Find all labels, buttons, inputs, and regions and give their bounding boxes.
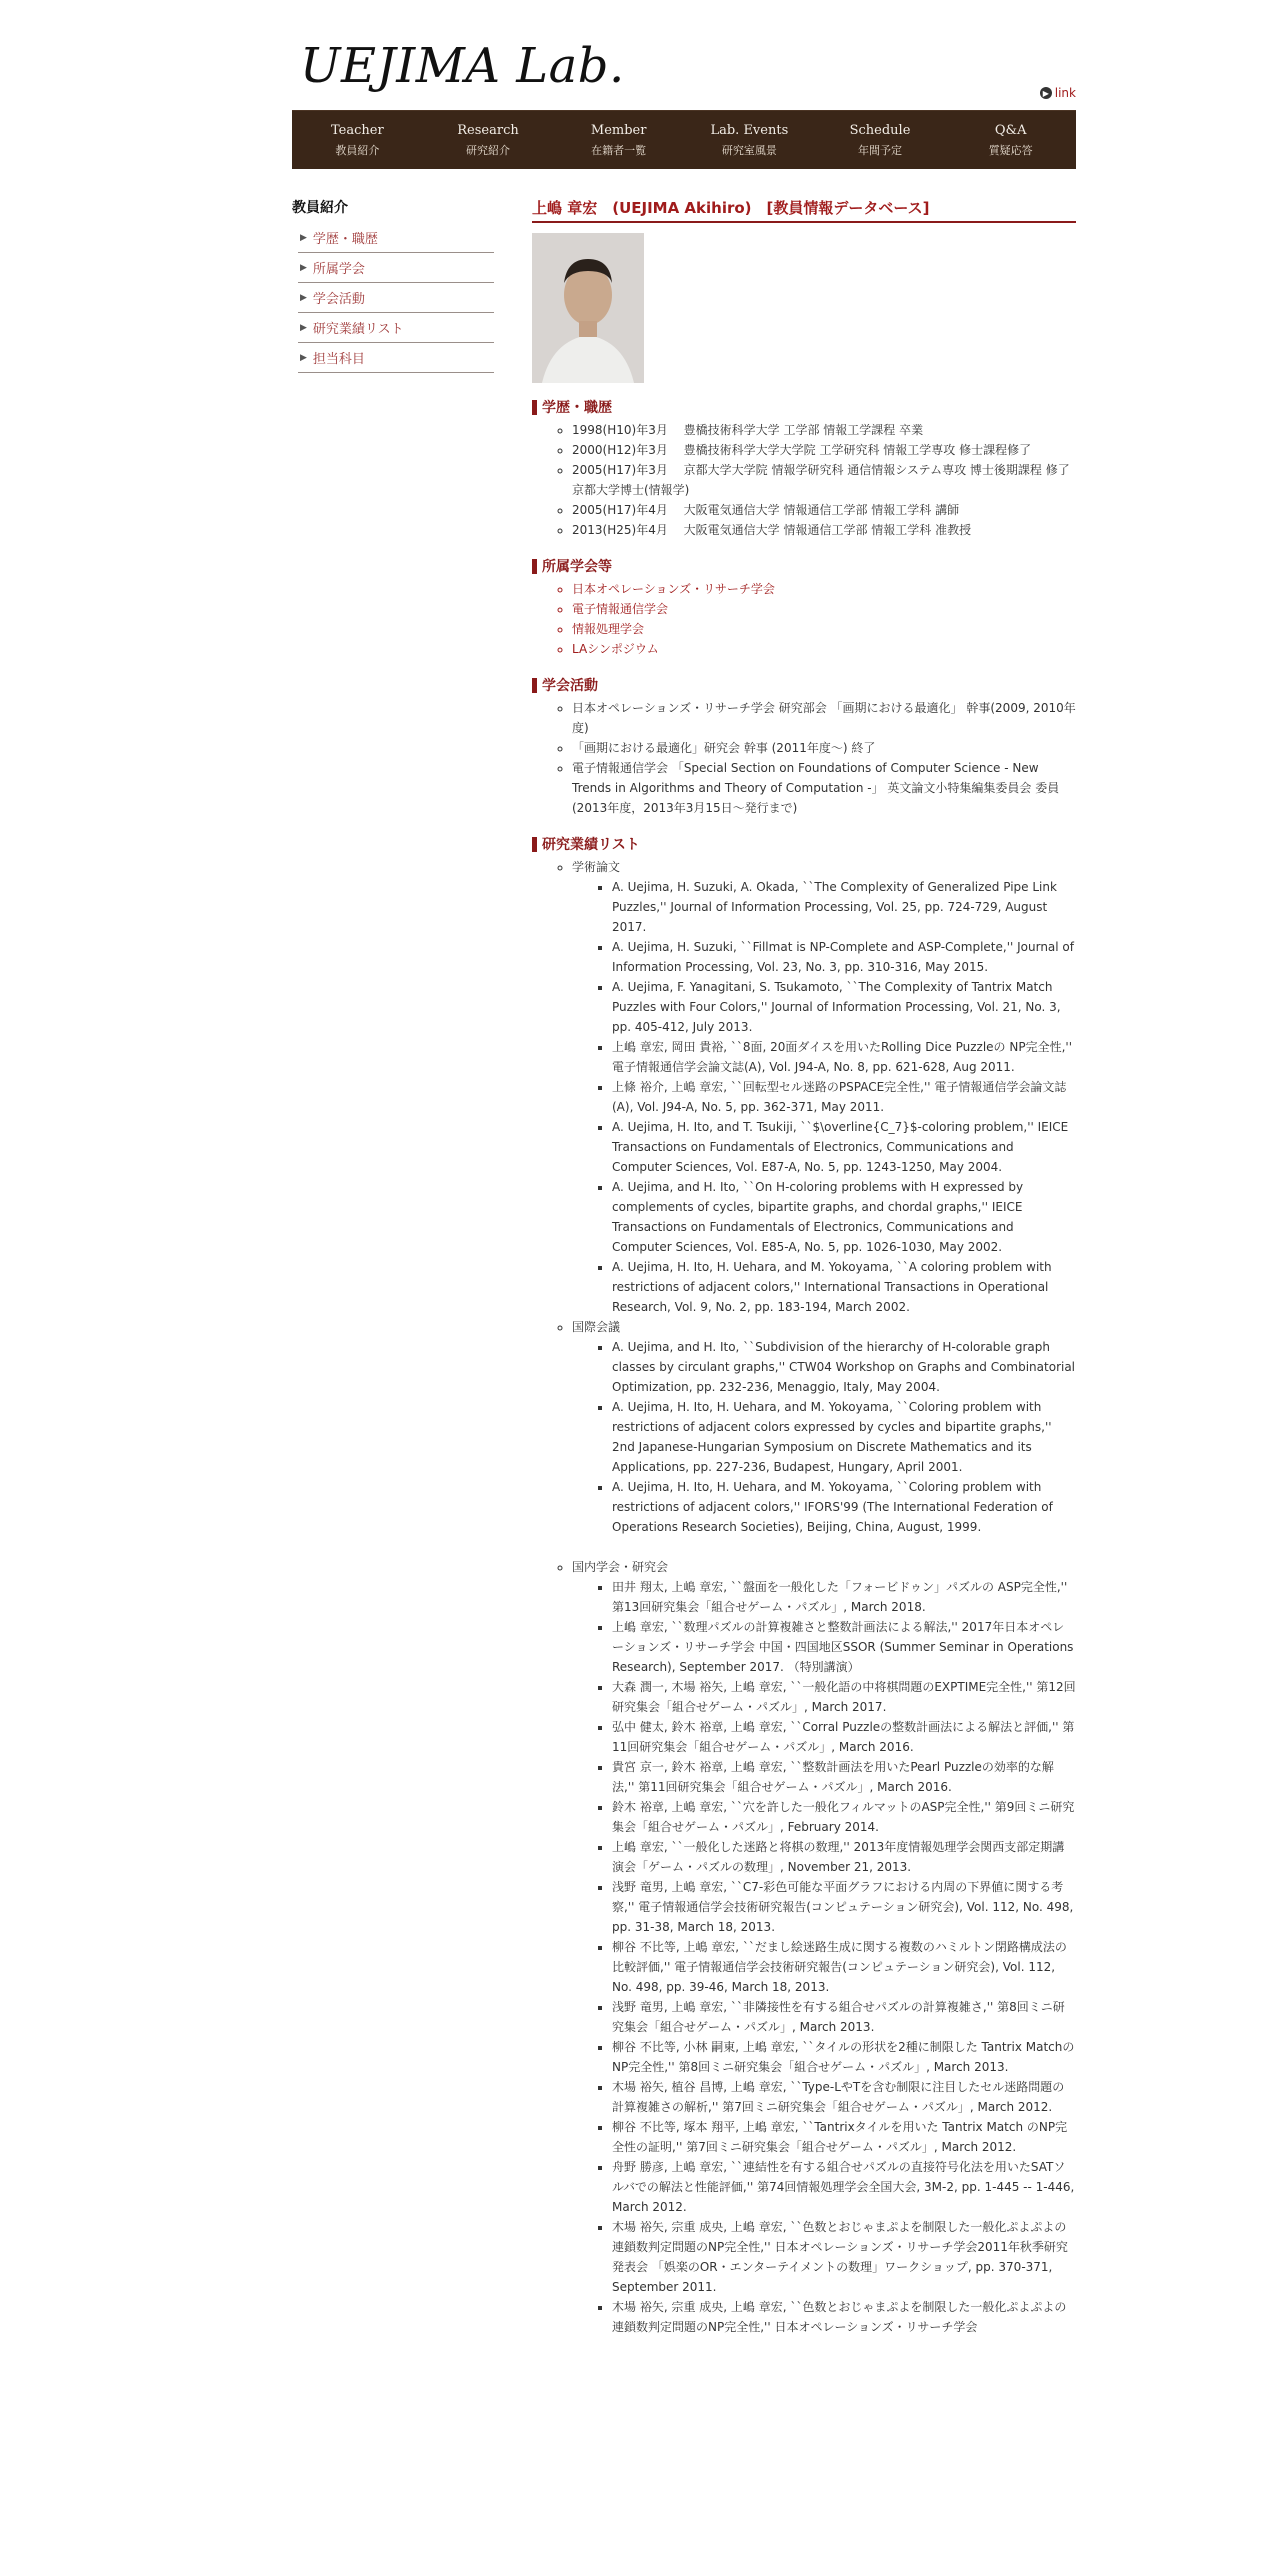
heading-bar-icon bbox=[532, 678, 537, 693]
list-item: ▪ A. Uejima, F. Yanagitani, S. Tsukamoto, ``The Complexity of Tantrix Match Puzzles with Four Colors,'' Journal of Information Processing, Vol. 21, No. 3, pp. 405-412, July 2013. bbox=[612, 977, 1076, 1037]
nav-schedule[interactable] bbox=[815, 111, 946, 169]
list-item: ◦ 日本オペレーションズ・リサーチ学会 研究部会 「画期における最適化」 幹事(2009, 2010年度) bbox=[572, 698, 1076, 738]
list-item: ◦ 「画期における最適化」研究会 幹事 (2011年度～) 終了 bbox=[572, 738, 1076, 758]
list-item: ▪ A. Uejima, H. Suzuki, ``Fillmat is NP-Complete and ASP-Complete,'' Journal of Information Processing, Vol. 23, No. 3, pp. 310-316, May 2015. bbox=[612, 937, 1076, 977]
nav-label: Lab. Events bbox=[710, 123, 789, 138]
category-label: 学術論文 bbox=[572, 860, 621, 874]
category-label: 国内学会・研究会 bbox=[572, 1560, 669, 1574]
activities-list bbox=[532, 698, 1076, 818]
sidebar bbox=[292, 197, 494, 2353]
society-link[interactable]: ◦ 情報処理学会 bbox=[572, 619, 1076, 639]
list-item: ▪ A. Uejima, H. Suzuki, A. Okada, ``The Complexity of Generalized Pipe Link Puzzles,'' Journal of Information Processing, Vol. 25, pp. 724-729, August 2017. bbox=[612, 877, 1076, 937]
sidebar-item-label: 学会活動 bbox=[312, 292, 365, 307]
list-item: ▪ 大森 潤一, 木場 裕矢, 上嶋 章宏, ``一般化語の中将棋問題のEXPTIME完全性,'' 第12回研究集会「組合せゲーム・パズル」, March 2017. bbox=[612, 1677, 1076, 1717]
sidebar-item-courses[interactable] bbox=[298, 343, 494, 373]
publication-category bbox=[572, 1317, 1076, 1557]
nav-research[interactable] bbox=[423, 111, 554, 169]
triangle-right-icon: ▶ bbox=[300, 322, 307, 333]
list-item: ◦ 2005(H17)年4月 大阪電気通信大学 情報通信工学部 情報工学科 講師 bbox=[572, 500, 1076, 520]
triangle-right-icon: ▶ bbox=[300, 352, 307, 363]
list-item: ◦ 2000(H12)年3月 豊橋技術科学大学大学院 工学研究科 情報工学専攻 修士課程修了 bbox=[572, 440, 1076, 460]
nav-label: Teacher bbox=[331, 123, 384, 138]
section-heading-career bbox=[532, 397, 1076, 417]
nav-sublabel: 研究室風景 bbox=[721, 144, 777, 157]
list-item: ▪ 浅野 竜男, 上嶋 章宏, ``C7-彩色可能な平面グラフにおける内周の下界値に関する考察,'' 電子情報通信学会技術研究報告(コンピュテーション研究会), Vol. 112, No. 498, pp. 31-38, March 18, 2013. bbox=[612, 1877, 1076, 1937]
triangle-right-icon: ▶ bbox=[300, 232, 307, 243]
site-header bbox=[292, 0, 1076, 110]
society-link[interactable]: ◦ LAシンポジウム bbox=[572, 639, 1076, 659]
nav-member[interactable] bbox=[553, 111, 684, 169]
section-heading-activities bbox=[532, 675, 1076, 695]
nav-label: Q&A bbox=[994, 123, 1027, 138]
nav-label: Research bbox=[457, 123, 519, 138]
sidebar-title: 教員紹介 bbox=[292, 200, 348, 216]
section-heading-publications bbox=[532, 834, 1076, 854]
nav-sublabel: 教員紹介 bbox=[335, 144, 380, 157]
nav-sublabel: 在籍者一覧 bbox=[591, 144, 647, 157]
nav-sublabel: 質疑応答 bbox=[988, 144, 1033, 157]
list-item: ▪ 弘中 健太, 鈴木 裕章, 上嶋 章宏, ``Corral Puzzleの整数計画法による解法と評価,'' 第11回研究集会「組合せゲーム・パズル」, March 2016. bbox=[612, 1717, 1076, 1757]
list-item: ▪ 田井 翔太, 上嶋 章宏, ``盤面を一般化した「フォービドゥン」パズルの ASP完全性,'' 第13回研究集会「組合せゲーム・パズル」, March 2018. bbox=[612, 1577, 1076, 1617]
list-item: ▪ 鈴木 裕章, 上嶋 章宏, ``穴を許した一般化フィルマットのASP完全性,'' 第9回ミニ研究集会「組合せゲーム・パズル」, February 2014. bbox=[612, 1797, 1076, 1837]
society-link[interactable]: ◦ 日本オペレーションズ・リサーチ学会 bbox=[572, 579, 1076, 599]
nav-label: Schedule bbox=[849, 123, 911, 138]
list-item: ◦ 2005(H17)年3月 京都大学大学院 情報学研究科 通信情報システム専攻 博士後期課程 修了 京都大学博士(情報学) bbox=[572, 460, 1076, 500]
journal-list bbox=[572, 877, 1076, 1317]
nav-sublabel: 年間予定 bbox=[858, 144, 903, 157]
heading-bar-icon bbox=[532, 837, 537, 852]
sidebar-item-label: 所属学会 bbox=[312, 262, 365, 277]
main-nav bbox=[292, 110, 1076, 169]
list-item: ◦ 2013(H25)年4月 大阪電気通信大学 情報通信工学部 情報工学科 准教授 bbox=[572, 520, 1076, 540]
list-item: ▪ 柳谷 不比等, 塚本 翔平, 上嶋 章宏, ``Tantrixタイルを用いた Tantrix Match のNP完全性の証明,'' 第7回ミニ研究集会「組合せゲーム・パズル」, March 2012. bbox=[612, 2117, 1076, 2157]
section-heading-societies bbox=[532, 556, 1076, 576]
intl-list bbox=[572, 1337, 1076, 1537]
site-logo[interactable]: UEJIMA Lab. bbox=[300, 38, 625, 94]
list-item: ▪ A. Uejima, H. Ito, H. Uehara, and M. Yokoyama, ``Coloring problem with restrictions of adjacent colors,'' IFORS'99 (The International Federation of Operations Research Societies), Beijing, China, August, 1999. bbox=[612, 1477, 1076, 1537]
triangle-right-icon: ▶ bbox=[300, 292, 307, 303]
list-item: ▪ 上嶋 章宏, ``数理パズルの計算複雑さと整数計画法による解法,'' 2017年日本オペレーションズ・リサーチ学会 中国・四国地区SSOR (Summer Seminar in Operations Research), September 2017. （特別講演） bbox=[612, 1617, 1076, 1677]
list-item: ▪ 木場 裕矢, 宗重 成央, 上嶋 章宏, ``色数とおじゃまぷよを制限した一般化ぷよぷよの連鎖数判定問題のNP完全性,'' 日本オペレーションズ・リサーチ学会 bbox=[612, 2297, 1076, 2337]
list-item: ▪ 上嶋 章宏, ``一般化した迷路と将棋の数理,'' 2013年度情報処理学会関西支部定期講演会「ゲーム・パズルの数理」, November 21, 2013. bbox=[612, 1837, 1076, 1877]
sidebar-item-label: 担当科目 bbox=[312, 352, 365, 367]
nav-qa[interactable] bbox=[945, 111, 1076, 169]
society-link[interactable]: ◦ 電子情報通信学会 bbox=[572, 599, 1076, 619]
list-item: ▪ A. Uejima, H. Ito, and T. Tsukiji, ``$\overline{C_7}$-coloring problem,'' IEICE Transactions on Fundamentals of Electronics, Communications and Computer Sciences, Vol. E87-A, No. 5, pp. 1243-1250, May 2004. bbox=[612, 1117, 1076, 1177]
sidebar-item-activities[interactable] bbox=[298, 283, 494, 313]
heading-bar-icon bbox=[532, 559, 537, 574]
list-item: ▪ 上嶋 章宏, 岡田 貴裕, ``8面, 20面ダイスを用いたRolling Dice Puzzleの NP完全性,'' 電子情報通信学会論文誌(A), Vol. J94-A, No. 8, pp. 621-628, Aug 2011. bbox=[612, 1037, 1076, 1077]
list-item: ▪ 舟野 勝彦, 上嶋 章宏, ``連結性を有する組合せパズルの直接符号化法を用いたSATソルバでの解法と性能評価,'' 第74回情報処理学会全国大会, 3M-2, pp. 1-445 -- 1-446, March 2012. bbox=[612, 2157, 1076, 2217]
publication-category bbox=[572, 1557, 1076, 2337]
list-item: ▪ A. Uejima, and H. Ito, ``On H-coloring problems with H expressed by complements of cycles, bipartite graphs, and chordal graphs,'' IEICE Transactions on Fundamentals of Electronics, Communications and Computer Sciences, Vol. E85-A, No. 5, pp. 1026-1030, May 2002. bbox=[612, 1177, 1076, 1257]
publications-list bbox=[532, 857, 1076, 2337]
list-item: ◦ 電子情報通信学会 「Special Section on Foundations of Computer Science - New Trends in Algorithms and Theory of Computation -」 英文論文小特集編集委員会 委員(2013年度，2013年3月15日～発行まで) bbox=[572, 758, 1076, 818]
nav-lab-events[interactable] bbox=[684, 111, 815, 169]
sidebar-item-societies[interactable] bbox=[298, 253, 494, 283]
list-item: ▪ 柳谷 不比等, 上嶋 章宏, ``だまし絵迷路生成に関する複数のハミルトン閉路構成法の比較評価,'' 電子情報通信学会技術研究報告(コンピュテーション研究会), Vol. 112, No. 498, pp. 39-46, March 18, 2013. bbox=[612, 1937, 1076, 1997]
page-title[interactable]: 上嶋 章宏 (UEJIMA Akihiro) [教員情報データベース] bbox=[532, 197, 1076, 223]
sidebar-item-label: 研究業績リスト bbox=[312, 322, 404, 337]
section-title: 学会活動 bbox=[542, 678, 598, 694]
list-item: ▪ 木場 裕矢, 植谷 昌博, 上嶋 章宏, ``Type-LやTを含む制限に注目したセル迷路問題の計算複雑さの解析,'' 第7回ミニ研究集会「組合せゲーム・パズル」, March 2012. bbox=[612, 2077, 1076, 2117]
career-list bbox=[532, 420, 1082, 540]
sidebar-item-label: 学歴・職歴 bbox=[312, 232, 378, 247]
publication-category bbox=[572, 857, 1076, 1317]
domestic-list bbox=[572, 1577, 1076, 2337]
list-item: ▪ 柳谷 不比等, 小林 嗣東, 上嶋 章宏, ``タイルの形状を2種に制限した Tantrix MatchのNP完全性,'' 第8回ミニ研究集会「組合せゲーム・パズル」, March 2013. bbox=[612, 2037, 1076, 2077]
list-item: ◦ 1998(H10)年3月 豊橋技術科学大学 工学部 情報工学課程 卒業 bbox=[572, 420, 1076, 440]
section-title: 研究業績リスト bbox=[542, 837, 640, 853]
list-item: ▪ 木場 裕矢, 宗重 成央, 上嶋 章宏, ``色数とおじゃまぷよを制限した一般化ぷよぷよの連鎖数判定問題のNP完全性,'' 日本オペレーションズ・リサーチ学会2011年秋季研究発表会 「娯楽のOR・エンターテイメントの数理」ワークショップ, pp. 370-371, September 2011. bbox=[612, 2217, 1076, 2297]
list-item: ▪ A. Uejima, and H. Ito, ``Subdivision of the hierarchy of H-colorable graph classes by circulant graphs,'' CTW04 Workshop on Graphs and Combinatorial Optimization, pp. 232-236, Menaggio, Italy, May 2004. bbox=[612, 1337, 1076, 1397]
category-label: 国際会議 bbox=[572, 1320, 621, 1334]
nav-teacher[interactable] bbox=[292, 111, 423, 169]
list-item: ▪ 貴宮 京一, 鈴木 裕章, 上嶋 章宏, ``整数計画法を用いたPearl Puzzleの効率的な解法,'' 第11回研究集会「組合せゲーム・パズル」, March 2016. bbox=[612, 1757, 1076, 1797]
nav-label: Member bbox=[590, 123, 647, 138]
section-title: 学歴・職歴 bbox=[542, 400, 612, 416]
link-nav[interactable] bbox=[1040, 86, 1076, 100]
triangle-right-icon: ▶ bbox=[300, 262, 307, 273]
arrow-circle-icon: ▶ bbox=[1040, 87, 1052, 99]
list-item: ▪ A. Uejima, H. Ito, H. Uehara, and M. Yokoyama, ``A coloring problem with restrictions of adjacent colors,'' International Transactions in Operational Research, Vol. 9, No. 2, pp. 183-194, March 2002. bbox=[612, 1257, 1076, 1317]
sidebar-item-publications[interactable] bbox=[298, 313, 494, 343]
societies-list bbox=[532, 579, 1076, 659]
list-item: ▪ A. Uejima, H. Ito, H. Uehara, and M. Yokoyama, ``Coloring problem with restrictions of adjacent colors expressed by cycles and bipartite graphs,'' 2nd Japanese-Hungarian Symposium on Discrete Mathematics and its Applications, pp. 227-236, Budapest, Hungary, April 2001. bbox=[612, 1397, 1076, 1477]
section-title: 所属学会等 bbox=[542, 559, 612, 575]
nav-sublabel: 研究紹介 bbox=[466, 144, 510, 157]
main-content bbox=[532, 197, 1082, 2353]
heading-bar-icon bbox=[532, 400, 537, 415]
list-item: ▪ 上條 裕介, 上嶋 章宏, ``回転型セル迷路のPSPACE完全性,'' 電子情報通信学会論文誌(A), Vol. J94-A, No. 5, pp. 362-371, May 2011. bbox=[612, 1077, 1076, 1117]
profile-photo bbox=[532, 233, 644, 383]
sidebar-item-career[interactable] bbox=[298, 223, 494, 253]
list-item: ▪ 浅野 竜男, 上嶋 章宏, ``非隣接性を有する組合せパズルの計算複雑さ,'' 第8回ミニ研究集会「組合せゲーム・パズル」, March 2013. bbox=[612, 1997, 1076, 2037]
link-label[interactable]: link bbox=[1054, 86, 1076, 100]
